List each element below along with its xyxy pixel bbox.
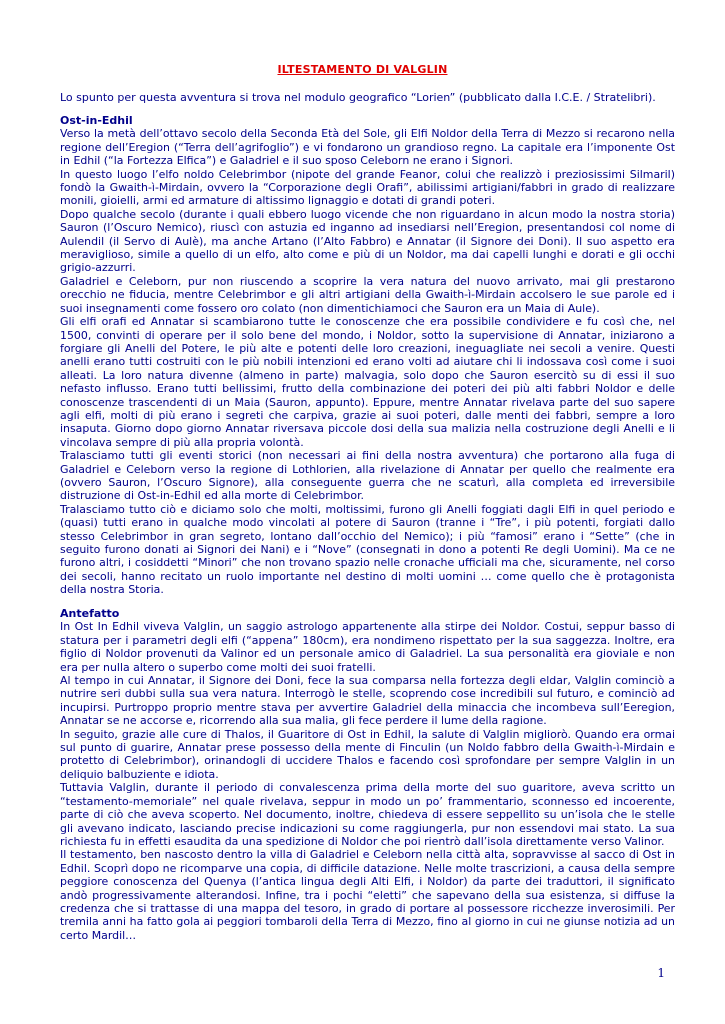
- paragraph: Il testamento, ben nascosto dentro la villa di Galadriel e Celeborn nella città alta, sopravvisse al sacco di Ost in Edhil. Scoprì dopo ne ricomparve una copia, di difficile datazione. Nelle molte trascrizioni, a causa della sempre peggiore conoscenza del Quenya (l’antica lingua degli Alti Elfi, i Noldor) da parte dei traduttori, il significato andò progressivamente alterandosi. Infine, tra i pochi “eletti” che sapevano della sua esistenza, si diffuse la credenza che si trattasse di una mappa del tesoro, in grado di portare al possessore ricchezze inverosimili. Per tremila anni ha fatto gola ai peggiori tombaroli della Terra di Mezzo, fino al giorno in cui ne giunse notizia ad un certo Mardil…: [60, 848, 675, 942]
- section-heading: Antefatto: [60, 607, 120, 620]
- paragraph: Galadriel e Celeborn, pur non riuscendo a scoprire la vera natura del nuovo arrivato, mai gli prestarono orecchio ne fiducia, mentre Celebrimbor e gli altri artigiani della Gwaith-ì-Mirdain accolsero le sue parole ed i suoi insegnamenti come fossero oro colato (non dimentichiamoci che Sauron era un Maia di Aule).: [60, 274, 675, 315]
- section-heading: Ost-in-Edhil: [60, 114, 133, 127]
- intro-text: Lo spunto per questa avventura si trova nel modulo geografico “Lorien” (pubblicato dalla I.C.E. / Stratelibri).: [60, 91, 656, 104]
- section-ost-in-edhil: [60, 114, 675, 597]
- paragraph: Verso la metà dell’ottavo secolo della Seconda Età del Sole, gli Elfi Noldor della Terra di Mezzo si recarono nella regione dell’Eregion (“Terra dell’agrifoglio”) e vi fondarono un grandioso regno. La capitale era l’imponente Ost in Edhil (“la Fortezza Elfica”) e Galadriel e il suo sposo Celeborn ne erano i Signori.: [60, 127, 675, 168]
- paragraph: Al tempo in cui Annatar, il Signore dei Doni, fece la sua comparsa nella fortezza degli eldar, Valglin cominciò a nutrire seri dubbi sulla sua vera natura. Interrogò le stelle, scoprendo cose incredibili sul futuro, e cominciò ad incupirsi. Purtroppo proprio mentre stava per avvertire Galadriel della minaccia che incombeva sull’Eeregion, Annatar se ne accorse e, ricorrendo alla sua malia, gli fece perdere il lume della ragione.: [60, 674, 675, 728]
- paragraph: Tuttavia Valglin, durante il periodo di convalescenza prima della morte del suo guaritore, aveva scritto un “testamento-memoriale” nel quale rivelava, seppur in modo un po’ frammentario, sconnesso ed incoerente, parte di ciò che aveva scoperto. Nel documento, inoltre, chiedeva di essere seppellito su un’isola che le stelle gli avevano indicato, lasciando precise indicazioni su come raggiungerla, pur non essendovi mai stato. La sua richiesta fu in effetti esaudita da una spedizione di Noldor che poi rientrò dall’isola direttamente verso Valinor.: [60, 781, 675, 848]
- paragraph: Gli elfi orafi ed Annatar si scambiarono tutte le conoscenze che era possibile condividere e fu così che, nel 1500, convinti di operare per il solo bene del mondo, i Noldor, sotto la supervisione di Annatar, iniziarono a forgiare gli Anelli del Potere, le più alte e potenti delle loro creazioni, ineguagliate nei secoli a venire. Questi anelli erano tutti costruiti con le più nobili intenzioni ed erano volti ad aiutare chi li indossava così come i suoi alleati. La loro natura divenne (almeno in parte) malvagia, solo dopo che Sauron esercitò su di essi il suo nefasto influsso. Erano tutti bellissimi, frutto della combinazione dei poteri dei più alti fabbri Noldor e delle conoscenze trascendenti di un Maia (Sauron, appunto). Eppure, mentre Annatar rivelava parte del suo sapere agli elfi, molti di più erano i segreti che carpiva, grazie ai suoi poteri, dalle menti dei fabbri, sempre a loro insaputa. Giorno dopo giorno Annatar riversava piccole dosi della sua malizia nella costruzione degli Anelli e li vincolava sempre di più alla propria volontà.: [60, 315, 675, 449]
- paragraph: Dopo qualche secolo (durante i quali ebbero luogo vicende che non riguardano in alcun modo la nostra storia) Sauron (l’Oscuro Nemico), riuscì con astuzia ed inganno ad insediarsi nell’Eregion, presentandosi col nome di Aulendil (il Servo di Aulè), ma anche Artano (l’Alto Fabbro) e Annatar (il Signore dei Doni). Il suo aspetto era meraviglioso, simile a quello di un elfo, alto come e più di un Noldor, ma dai capelli lunghi e dorati e gli occhi grigio-azzurri.: [60, 207, 675, 275]
- paragraph: Tralasciamo tutti gli eventi storici (non necessari ai fini della nostra avventura) che portarono alla fuga di Galadriel e Celeborn verso la regione di Lothlorien, alla rivelazione di Annatar per quello che realmente era (ovvero Sauron, l’Oscuro Signore), alla conseguente guerra che ne scaturì, alla completa ed irreversibile distruzione di Ost-in-Edhil ed alla morte di Celebrimbor.: [60, 449, 675, 503]
- paragraph: In seguito, grazie alle cure di Thalos, il Guaritore di Ost in Edhil, la salute di Valglin migliorò. Quando era ormai sul punto di guarire, Annatar prese possesso della mente di Finculin (un Noldo fabbro della Gwaith-ì-Mirdain e protetto di Celebrimbor), orinandogli di uccidere Thalos e facendo così sprofondare per sempre Valglin in un deliquio balbuziente e idiota.: [60, 727, 675, 781]
- paragraph: In questo luogo l’elfo noldo Celebrimbor (nipote del grande Feanor, colui che realizzò i preziosissimi Silmaril) fondò la Gwaith-ì-Mirdain, ovvero la “Corporazione degli Orafi”, abilissimi artigiani/fabbri in grado di realizzare monili, gioielli, armi ed armature di altissimo lignaggio e dotati di grandi poteri.: [60, 167, 675, 208]
- paragraph: In Ost In Edhil viveva Valglin, un saggio astrologo appartenente alla stirpe dei Noldor. Costui, seppur basso di statura per i parametri degli elfi (“appena” 180cm), era nondimeno rispettato per la sua saggezza. Inoltre, era figlio di Noldor provenuti da Valinor ed un personale amico di Galadriel. La sua personalità era gioviale e non era per nulla altero o superbo come molti dei suoi fratelli.: [60, 620, 675, 674]
- paragraph: Tralasciamo tutto ciò e diciamo solo che molti, moltissimi, furono gli Anelli foggiati dagli Elfi in quel periodo e (quasi) tutti erano in qualche modo vincolati al potere di Sauron (tranne i “Tre”, i più potenti, forgiati dallo stesso Celebrimbor in gran segreto, lontano dall’occhio del Nemico); i più “famosi” erano i “Sette” (che in seguito furono donati ai Signori dei Nani) e i “Nove” (consegnati in dono a potenti Re degli Uomini). Ma ce ne furono altri, i cosiddetti “Minori” che non trovano spazio nelle cronache ufficiali ma che, sicuramente, nel corso dei secoli, hanno recitato un ruolo importante nel destino di molti uomini … come quello che è protagonista della nostra Storia.: [60, 502, 675, 597]
- section-antefatto: [60, 607, 675, 942]
- document-title: ILTESTAMENTO DI VALGLIN: [277, 63, 448, 76]
- page-number: 1: [657, 966, 665, 980]
